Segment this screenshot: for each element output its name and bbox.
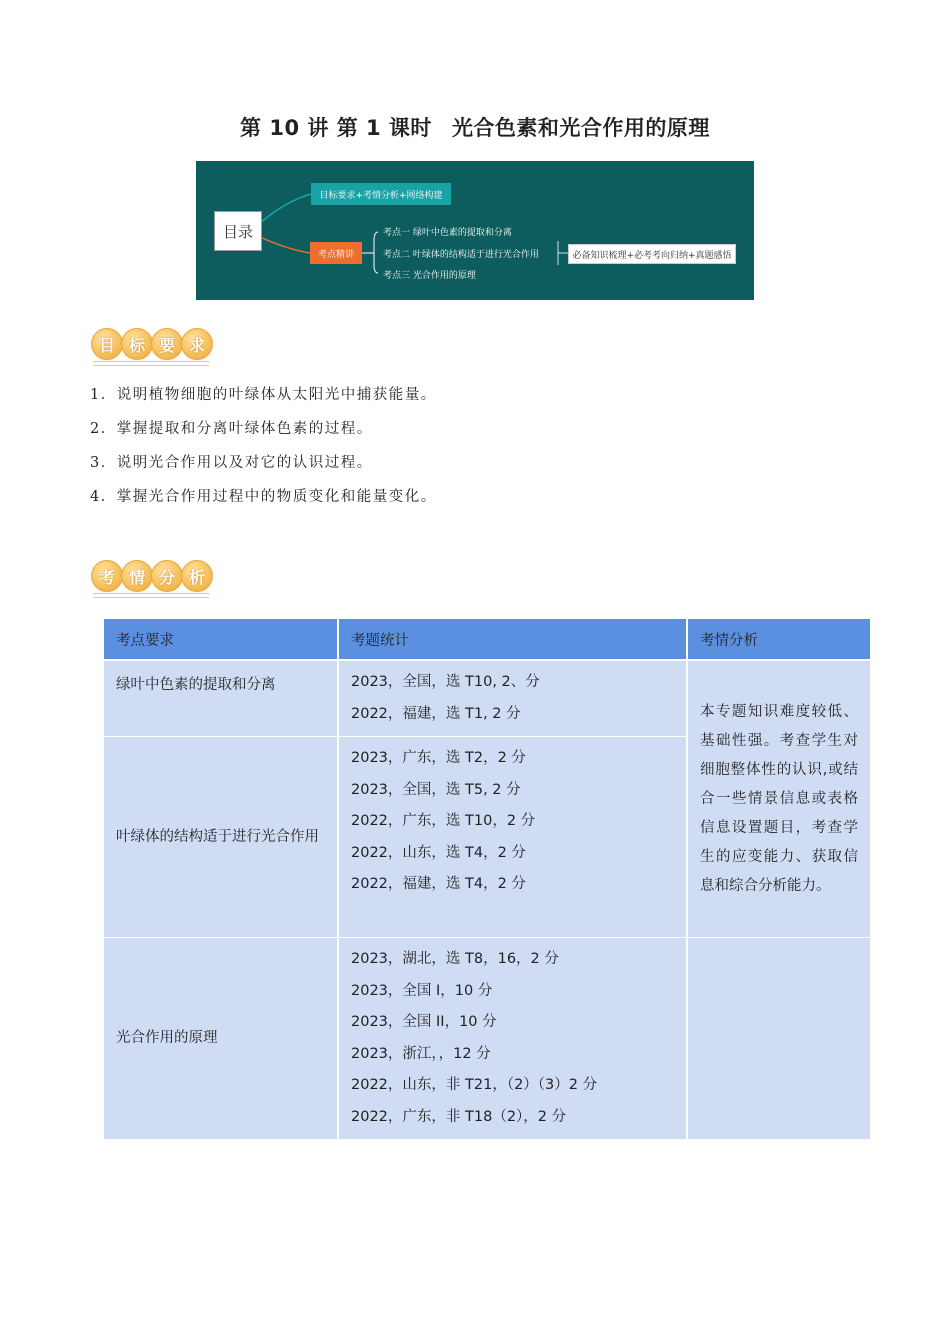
badge-char: 析 bbox=[181, 560, 213, 592]
goal-item: 2．掌握提取和分离叶绿体色素的过程。 bbox=[90, 421, 373, 437]
analysis-empty-cell bbox=[687, 938, 871, 1140]
mindmap-subitem: 考点一 绿叶中色素的提取和分离 bbox=[383, 228, 512, 238]
section-badge-goals bbox=[91, 328, 211, 360]
mindmap-node-review: 必备知识梳理+必考考向归纳+真题感悟 bbox=[568, 244, 736, 264]
stat-line: 2023，湖北，选 T8，16，2 分 bbox=[351, 951, 559, 967]
title-lesson: 第 10 讲 第 1 课时 bbox=[240, 116, 432, 140]
mindmap-root: 目录 bbox=[214, 211, 262, 251]
table-header: 考情分析 bbox=[687, 619, 871, 660]
table-row bbox=[104, 938, 871, 1140]
title-topic: 光合色素和光合作用的原理 bbox=[451, 116, 710, 140]
stats-cell bbox=[338, 938, 687, 1140]
page-title bbox=[0, 112, 950, 142]
exam-stats-table bbox=[104, 619, 872, 1140]
topic-cell: 绿叶中色素的提取和分离 bbox=[104, 660, 338, 737]
table-header: 考题统计 bbox=[338, 619, 687, 660]
badge-char: 标 bbox=[121, 328, 153, 360]
badge-char: 求 bbox=[181, 328, 213, 360]
table-header-row bbox=[104, 619, 871, 660]
goal-item: 3．说明光合作用以及对它的认识过程。 bbox=[90, 455, 373, 471]
stat-line: 2023，浙江，，12 分 bbox=[351, 1045, 491, 1062]
badge-char: 分 bbox=[151, 560, 183, 592]
badge-char: 考 bbox=[91, 560, 123, 592]
stat-line: 2022，广东，选 T10，2 分 bbox=[351, 813, 536, 829]
stat-line: 2023，全国 I，10 分 bbox=[351, 982, 493, 999]
mindmap-subitem: 考点三 光合作用的原理 bbox=[383, 271, 476, 281]
table-row bbox=[104, 660, 871, 737]
table-header: 考点要求 bbox=[104, 619, 338, 660]
topic-cell: 光合作用的原理 bbox=[104, 938, 338, 1140]
stat-line: 2022，福建，选 T1, 2 分 bbox=[351, 705, 521, 722]
badge-char: 要 bbox=[151, 328, 183, 360]
stat-line: 2022，广东，非 T18（2），2 分 bbox=[351, 1108, 567, 1125]
mindmap-node-goals: 目标要求+考情分析+网络构建 bbox=[311, 183, 451, 205]
stat-line: 2023，广东，选 T2，2 分 bbox=[351, 750, 526, 766]
goal-item: 4．掌握光合作用过程中的物质变化和能量变化。 bbox=[90, 489, 437, 505]
analysis-cell: 本专题知识难度较低、基础性强。考查学生对细胞整体性的认识,或结合一些情景信息或表格信息设置题目，考查学生的应变能力、获取信息和综合分析能力。 bbox=[687, 660, 871, 938]
stats-cell bbox=[338, 737, 687, 938]
topic-cell: 叶绿体的结构适于进行光合作用 bbox=[104, 737, 338, 938]
stat-line: 2023，全国 II，10 分 bbox=[351, 1014, 497, 1030]
goal-item: 1．说明植物细胞的叶绿体从太阳光中捕获能量。 bbox=[90, 387, 437, 403]
mindmap-node-points: 考点精讲 bbox=[310, 242, 362, 264]
badge-char: 情 bbox=[121, 560, 153, 592]
mindmap-subitem: 考点二 叶绿体的结构适于进行光合作用 bbox=[383, 250, 539, 260]
stat-line: 2022，山东，选 T4，2 分 bbox=[351, 844, 526, 861]
stat-line: 2022，山东，非 T21，（2）（3）2 分 bbox=[351, 1077, 598, 1093]
section-badge-analysis bbox=[91, 560, 211, 592]
stat-line: 2023，全国，选 T10, 2、分 bbox=[351, 674, 540, 690]
goals-list bbox=[90, 384, 437, 520]
stats-cell bbox=[338, 660, 687, 737]
mindmap-banner bbox=[196, 161, 754, 300]
stat-line: 2022，福建，选 T4，2 分 bbox=[351, 876, 526, 892]
stat-line: 2023，全国，选 T5, 2 分 bbox=[351, 781, 521, 798]
badge-char: 目 bbox=[91, 328, 123, 360]
